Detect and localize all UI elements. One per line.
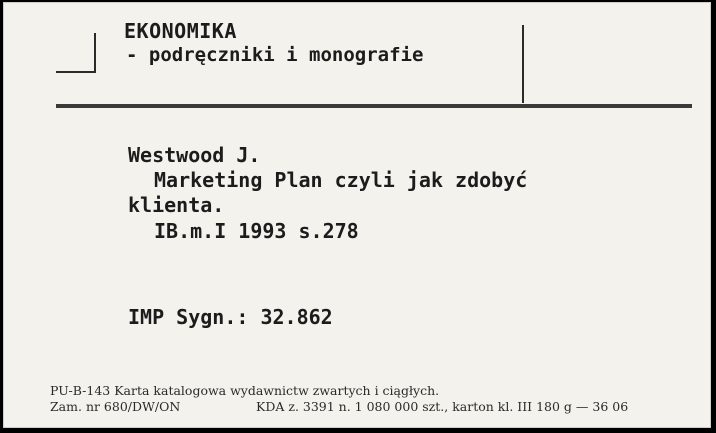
- call-number: IMP Sygn.: 32.862: [128, 305, 333, 329]
- subject-heading: EKONOMIKA: [124, 19, 237, 43]
- footer-order-number: Zam. nr 680/DW/ON: [50, 399, 181, 414]
- title-line-2: klienta.: [128, 193, 225, 217]
- title-line-1: Marketing Plan czyli jak zdobyć: [154, 168, 528, 192]
- subject-subtitle: - podręczniki i monografie: [126, 44, 424, 66]
- catalog-card: [3, 2, 711, 428]
- left-bracket-mark: [56, 33, 96, 73]
- footer-form-line: PU-B-143 Karta katalogowa wydawnictw zwartych i ciągłych.: [50, 383, 440, 398]
- right-bracket-mark: [522, 25, 524, 103]
- imprint-line: IB.m.I 1993 s.278: [154, 219, 359, 243]
- footer-print-info: KDA z. 3391 n. 1 080 000 szt., karton kl. III 180 g — 36 06: [256, 399, 629, 414]
- author-line: Westwood J.: [128, 143, 261, 167]
- divider-rule: [56, 104, 692, 108]
